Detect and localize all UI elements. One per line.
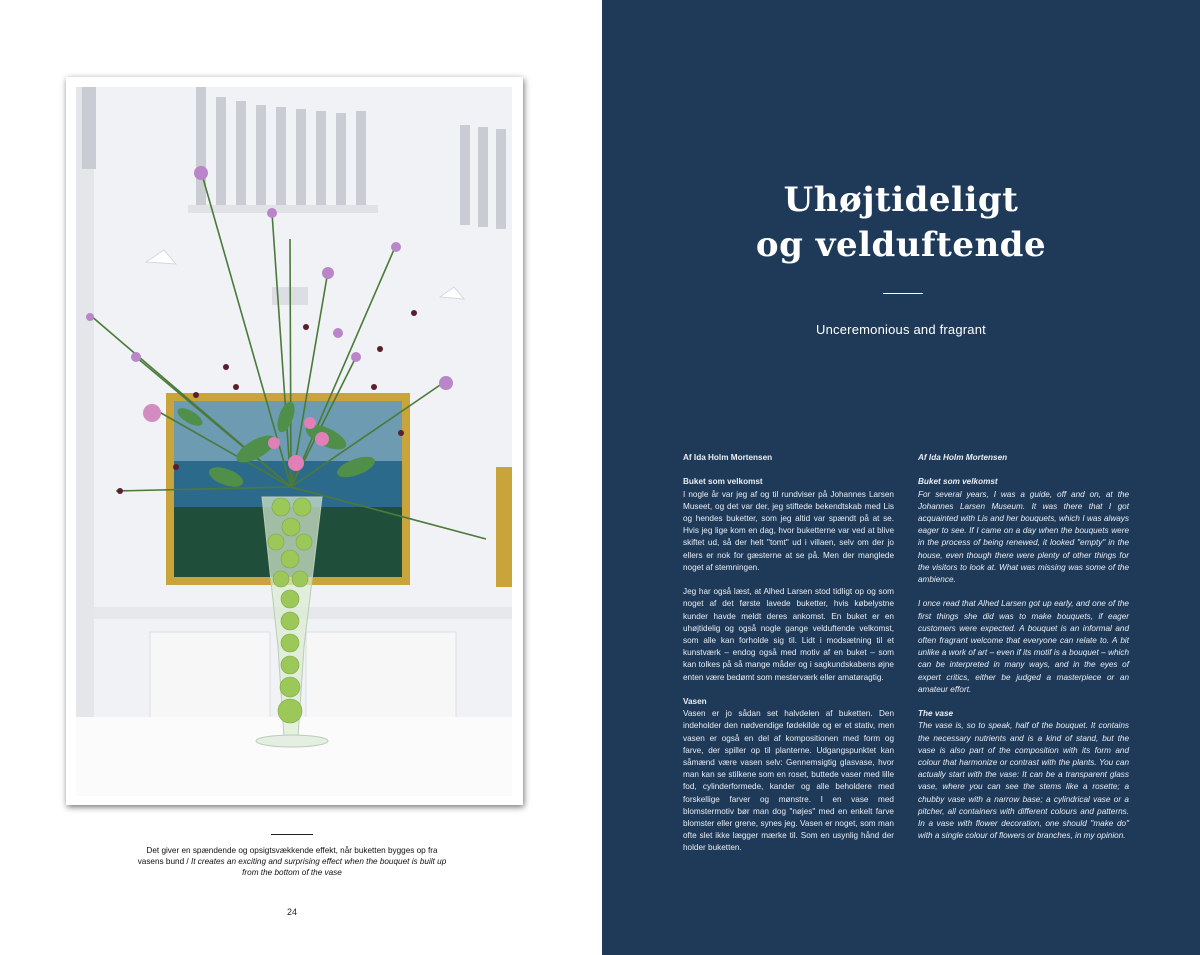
title-line-1: Uhøjtideligt [783, 180, 1019, 220]
title-divider [883, 293, 923, 294]
title-line-2: og velduftende [755, 225, 1047, 265]
section-heading: Buket som velkomst [683, 477, 763, 487]
article-subtitle: Unceremonious and fragrant [816, 322, 986, 337]
caption-english: It creates an exciting and surprising effect when the bouquet is built up from the bottom of the vase [190, 857, 447, 877]
bouquet-photo [76, 87, 512, 796]
body-paragraph: I nogle år var jeg af og til rundviser på Johannes Larsen Museet, og det var der, jeg stiftede bekendtskab med Lis og hendes buketter, som jeg altid var spændt på at se. Hvis jeg lige kom en dag, hvor buketterne var ved at blive skiftet ud, så der helt "tomt" ud i villaen, selv om der jo ellers er nok for gæsterne at se på. Men der manglede noget af stemningen. [683, 489, 894, 572]
section-heading: The vase [918, 709, 954, 719]
section-heading: Vasen [683, 697, 707, 707]
article-title [602, 178, 1200, 268]
body-paragraph: The vase is, so to speak, half of the bouquet. It contains the necessary nutrients and is a kind of stand, but the vase is also part of the composition with its form and colour that harmonize or contrast with the plants. You can actually start with the vase: It can be a transparent glass vase, where you can see the stems like a rosette; a chubby vase with a narrow base; a cylindrical vase or a pitcher, all containers with different colours and patterns. In a vase with flower decoration, one should "make do" with a single colour of flowers or branches, in my opinion. [918, 721, 1129, 841]
photo-caption [135, 845, 449, 878]
danish-column [683, 452, 894, 855]
byline: Af Ida Holm Mortensen [683, 453, 773, 462]
caption-separator: / [184, 857, 191, 866]
byline: Af Ida Holm Mortensen [918, 453, 1008, 462]
body-paragraph: Vasen er jo sådan set halvdelen af buketten. Den indeholder den nødvendige fødekilde og er et stativ, men vasen er også en del af kompositionen med form og farve, der spiller op til planterne. Udgangspunktet kan såmænd være vasen selv: Gennemsigtig glasvase, hvor man kan se stilkene som en roset, buttede vaser med lille fod, cylinderformede, kander og alle beholdere med forskellige farver og mønstre. I en vase med blomstermotiv bør man dog "nøjes" med en enkelt farve blomster eller grene, synes jeg. Vasen er noget, som man ofte slet ikke lægger mærke til. Som en usynlig hånd der holder buketten. [683, 709, 894, 853]
page-number: 24 [286, 907, 297, 917]
right-page [602, 0, 1200, 955]
bouquet-illustration [76, 87, 512, 796]
english-column [918, 452, 1129, 842]
body-paragraph: For several years, I was a guide, off and on, at the Johannes Larsen Museum. It was there that I got acquainted with Lis and her bouquets, which I was always eager to see. If I came on a day when the bouquets were in the process of being renewed, it looked "empty" in the house, even though there were plenty of other things for the visitors to look at. What was missing was some of the ambience. [918, 489, 1129, 585]
photo-frame [66, 77, 523, 805]
caption-danish: Det giver en spændende og opsigtsvækkende effekt, når buketten bygges op fra vasens bund [137, 846, 438, 866]
body-paragraph: Jeg har også læst, at Alhed Larsen stod tidligt op og som noget af det første lavede buketter, hvis købelystne kunder havde meldt deres ankomst. En buket er en uhøjtidelig og også nogle gange velduftende velkomst, som alle kan forholde sig til. Lidt i modsætning til et kunstværk – endog også med motiv af en buket – som kan tolkes på så mange måder og i sagkundskabens øjne enten være bedømt som mesterværk eller amatøragtig. [683, 587, 894, 682]
caption-divider [271, 834, 313, 835]
body-paragraph: I once read that Alhed Larsen got up early, and one of the first things she did was to make bouquets, if eager customers were expected. A bouquet is an informal and often fragrant welcome that everyone can relate to. A bit unlike a work of art – even if its motif is a bouquet – which can be interpreted in many ways, and in the eyes of expert critics, either be judged a masterpiece or an amateur effort. [918, 599, 1129, 694]
section-heading: Buket som velkomst [918, 477, 998, 487]
